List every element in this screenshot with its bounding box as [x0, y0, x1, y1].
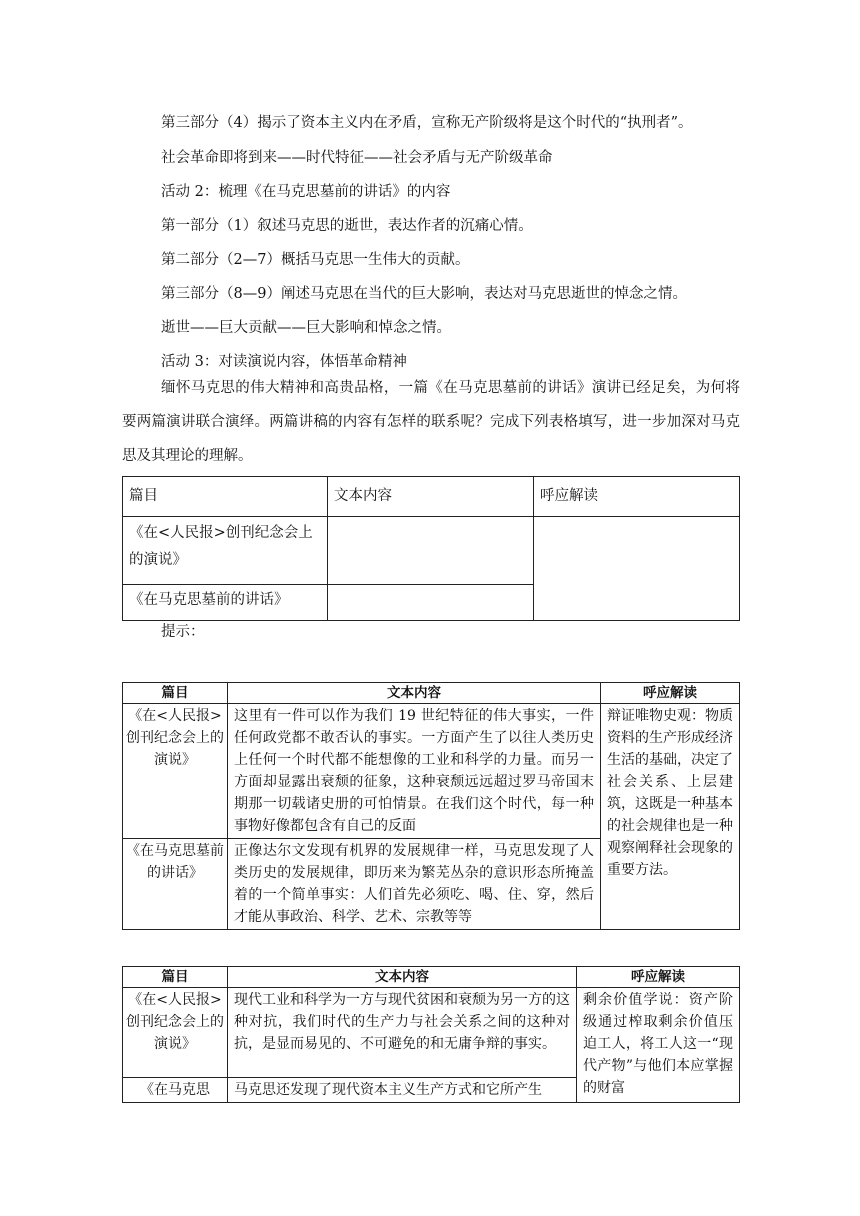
title-cell: 《在马克思墓前的讲话》	[123, 839, 228, 930]
header-cell: 篇目	[123, 477, 328, 517]
text-line: 逝世——巨大贡献——巨大影响和悼念之情。	[161, 320, 451, 336]
header-cell: 文本内容	[228, 683, 601, 704]
tip-label: 提示：	[161, 624, 205, 640]
content-cell: 现代工业和科学为一方与现代贫困和衰颓为另一方的这种对抗，我们时代的生产力与社会关系之间的这种对抗，是显而易见的、不可避免的和无庸争辩的事实。	[228, 988, 577, 1078]
text-line: 社会革命即将到来——时代特征——社会矛盾与无产阶级革命	[161, 150, 553, 166]
body-paragraph: 缅怀马克思的伟大精神和高贵品格，一篇《在马克思墓前的讲话》演讲已经足矣，为何将要两篇演讲联合演绎。两篇讲稿的内容有怎样的联系呢？完成下列表格填写，进一步加深对马克思及其理论的理解。	[122, 380, 740, 464]
answer-table	[122, 966, 740, 1103]
title-cell: 《在马克思墓前的讲话》	[123, 585, 328, 621]
header-cell: 呼应解读	[577, 967, 740, 988]
text-line: 活动 3：对读演说内容，体悟革命精神	[161, 354, 407, 370]
text-line: 第三部分（4）揭示了资本主义内在矛盾，宣称无产阶级将是这个时代的“执刑者”。	[161, 115, 693, 131]
title-cell: 《在<人民报>创刊纪念会上的演说》	[123, 704, 228, 839]
header-cell: 呼应解读	[534, 477, 740, 517]
title-cell: 《在<人民报>创刊纪念会上的演说》	[123, 988, 228, 1078]
blank-cell[interactable]	[328, 585, 534, 621]
fill-in-table	[122, 476, 740, 621]
interpretation-cell: 剩余价值学说：资产阶级通过榨取剩余价值压迫工人，将工人这一“现代产物”与他们本应掌握的财富	[577, 988, 740, 1103]
text-line: 第二部分（2—7）概括马克思一生伟大的贡献。	[161, 252, 470, 268]
text-line: 活动 2：梳理《在马克思墓前的讲话》的内容	[161, 184, 451, 200]
text-line: 第三部分（8—9）阐述马克思在当代的巨大影响，表达对马克思逝世的悼念之情。	[161, 286, 687, 302]
content-cell: 这里有一件可以作为我们 19 世纪特征的伟大事实，一件任何政党都不敢否认的事实。一方面产生了以往人类历史上任何一个时代都不能想像的工业和科学的力量。而另一方面却显露出衰颓的征象，这种衰颓远远超过罗马帝国末期那一切载诸史册的可怕情景。在我们这个时代，每一种事物好像都包含有自己的反面	[228, 704, 601, 839]
header-cell: 呼应解读	[601, 683, 740, 704]
header-cell: 文本内容	[328, 477, 534, 517]
interpretation-cell: 辩证唯物史观：物质资料的生产形成经济生活的基础，决定了社会关系、上层建筑，这既是一种基本的社会规律也是一种观察阐释社会现象的重要方法。	[601, 704, 740, 930]
text-line: 第一部分（1）叙述马克思的逝世，表达作者的沉痛心情。	[161, 218, 533, 234]
answer-table	[122, 682, 740, 930]
content-cell: 马克思还发现了现代资本主义生产方式和它所产生	[228, 1078, 577, 1103]
header-cell: 篇目	[123, 683, 228, 704]
title-cell: 《在<人民报>创刊纪念会上的演说》	[123, 517, 328, 585]
blank-cell[interactable]	[328, 517, 534, 585]
blank-cell[interactable]	[534, 517, 740, 621]
content-cell: 正像达尔文发现有机界的发展规律一样，马克思发现了人类历史的发展规律，即历来为繁芜丛杂的意识形态所掩盖着的一个简单事实：人们首先必须吃、喝、住、穿，然后才能从事政治、科学、艺术、宗教等等	[228, 839, 601, 930]
header-cell: 篇目	[123, 967, 228, 988]
title-cell: 《在马克思	[123, 1078, 228, 1103]
header-cell: 文本内容	[228, 967, 577, 988]
